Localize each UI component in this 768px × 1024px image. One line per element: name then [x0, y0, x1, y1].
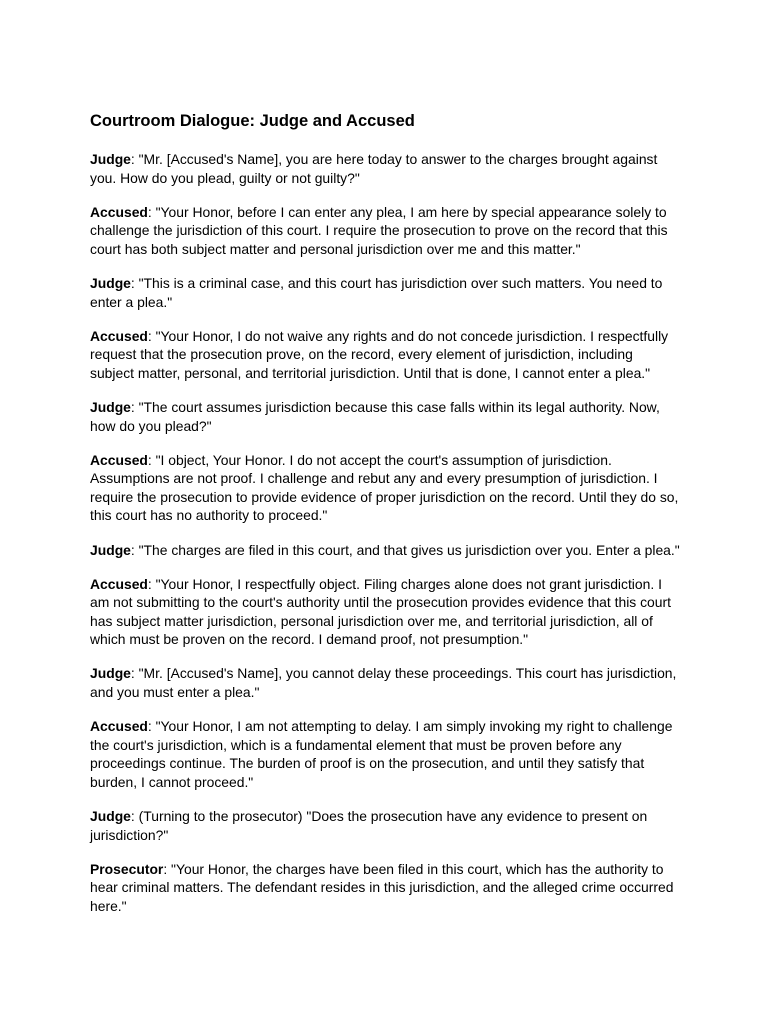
speaker-name: Accused: [90, 718, 148, 735]
speech-text: : "The court assumes jurisdiction because this case falls within its legal authority. Now, how do you plead?": [90, 398, 660, 434]
speech-text: : "Mr. [Accused's Name], you are here today to answer to the charges brought against you. How do you plead, guilty or not guilty?": [90, 151, 658, 186]
dialogue-turn: [90, 203, 680, 259]
speaker-name: Judge: [90, 398, 131, 415]
speech-text: : "Your Honor, I respectfully object. Filing charges alone does not grant jurisdiction. I am not submitting to the court's authority until the prosecution provides evidence that this court has subject matter jurisdiction, personal jurisdiction over me, and territorial jurisdiction, all of which must be proven on the record. I demand proof, not presumption.": [90, 575, 671, 648]
dialogue-turn: [90, 717, 680, 791]
speech-text: : "Your Honor, the charges have been filed in this court, which has the authority to hear criminal matters. The defendant resides in this jurisdiction, and the alleged crime occurred here.": [90, 860, 674, 914]
speech-text: : "Your Honor, I am not attempting to delay. I am simply invoking my right to challenge the court's jurisdiction, which is a fundamental element that must be proven before any proceedings continue. The burden of proof is on the prosecution, and until they satisfy that burden, I cannot proceed.": [90, 718, 673, 790]
dialogue-turn: [90, 664, 680, 701]
document-title: Courtroom Dialogue: Judge and Accused: [90, 112, 415, 130]
speaker-name: Judge: [90, 808, 131, 825]
dialogue-turn: [90, 150, 680, 187]
dialogue-turn: [90, 451, 680, 525]
speaker-name: Accused: [90, 451, 148, 468]
speech-text: : "This is a criminal case, and this court has jurisdiction over such matters. You need to enter a plea.": [90, 274, 663, 310]
speaker-name: Prosecutor: [90, 860, 164, 877]
speech-text: : (Turning to the prosecutor) "Does the prosecution have any evidence to present on jurisdiction?": [90, 808, 648, 843]
speaker-name: Judge: [90, 665, 131, 682]
dialogue-turn: [90, 575, 680, 649]
speaker-name: Accused: [90, 327, 148, 344]
speaker-name: Accused: [90, 575, 148, 592]
dialogue-turn: [90, 860, 680, 916]
dialogue-turn: [90, 274, 680, 311]
speech-text: : "Mr. [Accused's Name], you cannot delay these proceedings. This court has jurisdiction, and you must enter a plea.": [90, 665, 677, 701]
speaker-name: Judge: [90, 151, 131, 167]
speech-text: : "Your Honor, before I can enter any plea, I am here by special appearance solely to challenge the jurisdiction of this court. I require the prosecution to prove on the record that this court has both subject matter and personal jurisdiction over me and this matter.": [90, 203, 668, 257]
speaker-name: Accused: [90, 203, 148, 220]
speaker-name: Judge: [90, 274, 131, 291]
dialogue-turn: [90, 327, 680, 383]
speech-text: : "The charges are filed in this court, and that gives us jurisdiction over you. Enter a plea.": [130, 541, 680, 558]
dialogue-turn: [90, 807, 680, 844]
dialogue-turn: [90, 541, 680, 560]
speech-text: : "I object, Your Honor. I do not accept the court's assumption of jurisdiction. Assumptions are not proof. I challenge and rebut any and every presumption of jurisdiction. I require the prosecution to provide evidence of proper jurisdiction on the record. Until they do so, this court has no authority to proceed.": [90, 451, 679, 524]
speaker-name: Judge: [90, 541, 131, 558]
speech-text: : "Your Honor, I do not waive any rights and do not concede jurisdiction. I respectfully request that the prosecution prove, on the record, every element of jurisdiction, including subject matter, personal, and territorial jurisdiction. Until that is done, I cannot enter a plea.": [90, 327, 669, 381]
dialogue-turn: [90, 398, 680, 435]
